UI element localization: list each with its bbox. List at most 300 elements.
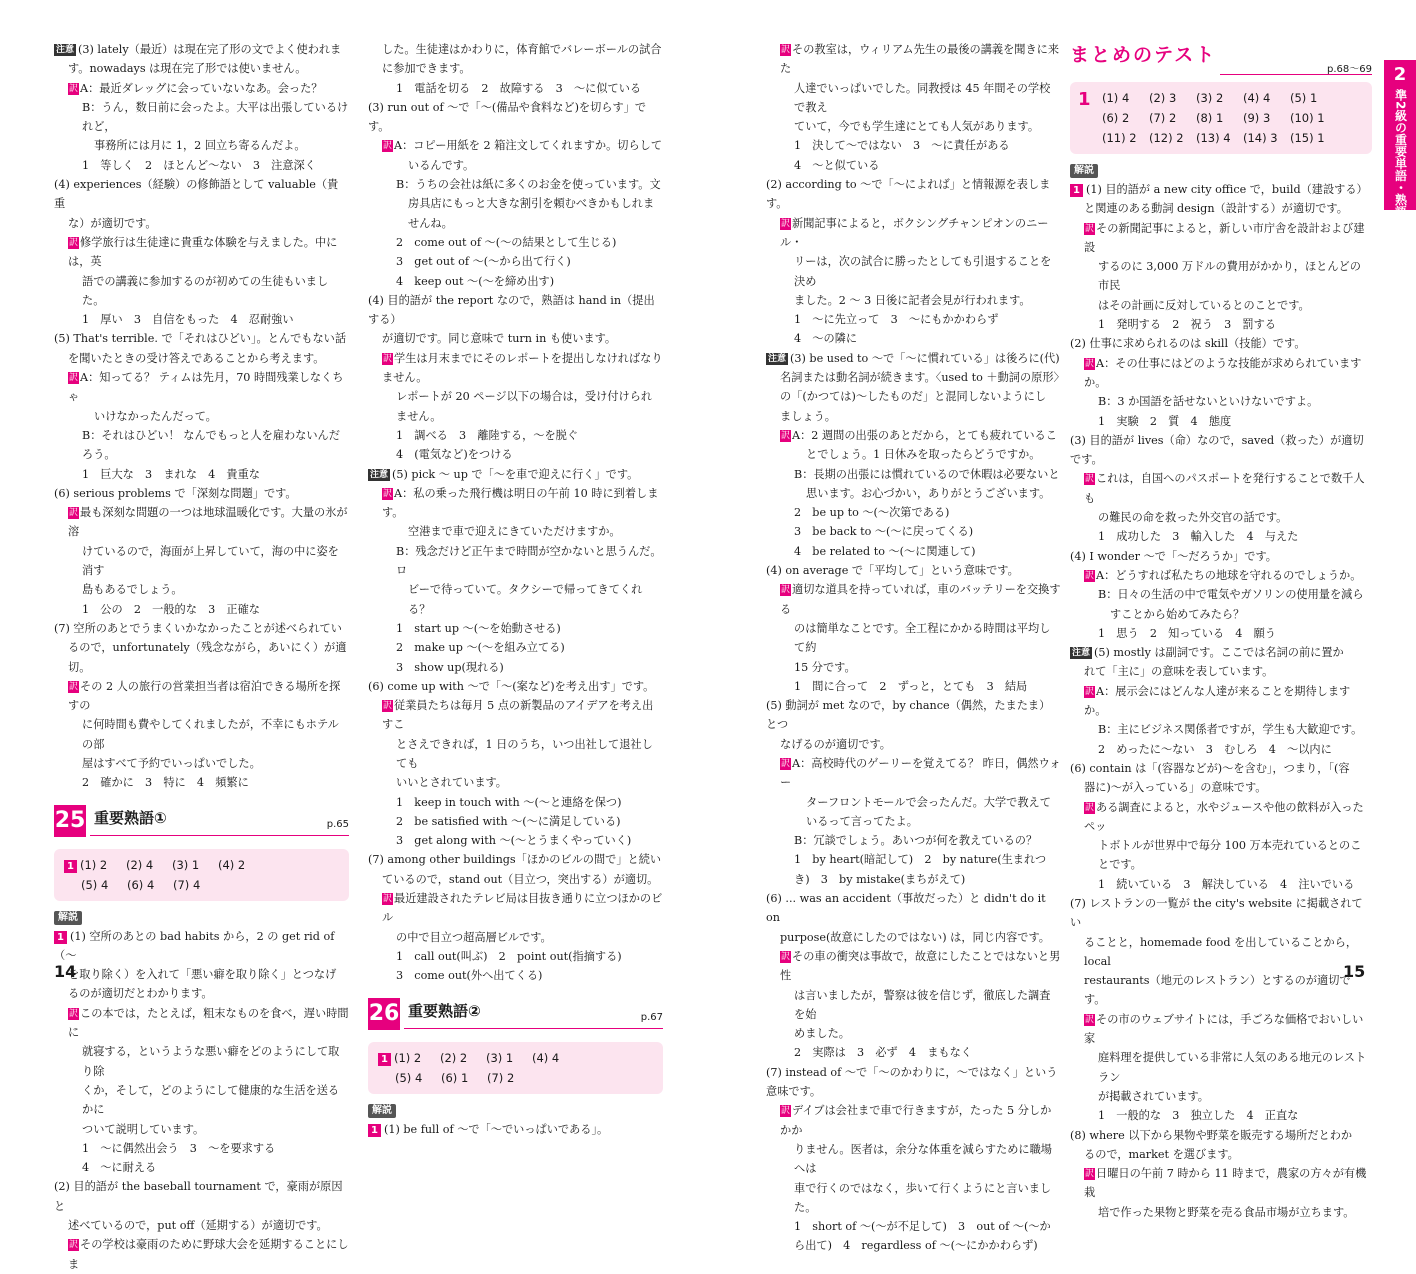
translation-badge: 訳 <box>383 701 393 712</box>
answer-row <box>64 875 339 895</box>
section-page-ref: p.65 <box>326 818 349 830</box>
line-text: (2) 仕事に求められるのは skill（技能）です。 <box>1070 337 1306 351</box>
text-line <box>368 426 663 445</box>
matome-question-number: 1 <box>1078 89 1091 110</box>
line-text: 15 分です。 <box>794 660 856 674</box>
line-text: 思います。お心づかい，ありがとうございます。 <box>806 486 1051 500</box>
line-text: (4) on average で「平均して」という意味です。 <box>766 564 1019 578</box>
matome-title: まとめのテスト <box>1070 44 1217 66</box>
line-text: (2) 目的語が the baseball tournament で，豪雨が原因と <box>54 1180 343 1213</box>
text-line <box>368 1120 663 1139</box>
line-text: A：高校時代のゲーリーを覚えてる？ 昨日，偶然ウォー <box>780 756 1061 790</box>
line-text: 1 決して～ではない 3 ～に責任がある <box>794 139 1010 153</box>
line-text: 1 思う 2 知っている 4 願う <box>1098 626 1276 640</box>
text-line <box>54 677 349 716</box>
line-text: 1 keep in touch with ～(～と連絡を保つ) <box>396 795 622 809</box>
line-text: ました。2 ～ 3 日後に記者会見が行われます。 <box>794 293 1031 307</box>
text-line <box>368 812 663 831</box>
answer-item: (3) 2 <box>1196 91 1224 105</box>
translation-badge: 訳 <box>69 1008 79 1019</box>
line-text: A：2 週間の出張のあとだから，とても疲れているこ <box>792 428 1057 442</box>
line-text: その 2 人の旅行の営業担当者は宿泊できる場所を探すの <box>68 679 341 713</box>
line-text: 1 巨大な 3 まれな 4 貴重な <box>82 467 260 481</box>
line-text: 1 ～に先立って 3 ～にもかかわらず <box>794 313 999 327</box>
text-line <box>766 793 1061 812</box>
caution-badge: 注意 <box>370 469 389 480</box>
text-line <box>766 754 1061 793</box>
line-text: に何時間も費やしてくれましたが，不幸にもホテルの部 <box>82 718 339 751</box>
section-25-header <box>54 805 349 841</box>
section-number: 25 <box>54 805 86 837</box>
text-line <box>54 503 349 542</box>
line-text: B：日々の生活の中で電気やガソリンの使用量を減ら <box>1098 588 1364 602</box>
line-text: その車の衝突は事故で，故意にしたことではないと男性 <box>780 949 1061 983</box>
text-line <box>54 580 349 599</box>
answer-item: (10) 1 <box>1290 111 1325 125</box>
line-text: (3) be used to ～で「～に慣れている」は後ろに(代) <box>790 351 1060 365</box>
answer-row <box>64 855 339 875</box>
question-number-badge: 1 <box>64 860 77 873</box>
text-line <box>368 773 663 792</box>
line-text: 新聞記事によると，ボクシングチャンピオンのニール・ <box>780 216 1049 249</box>
line-text: (4) I wonder ～で「～だろうか」です。 <box>1070 549 1277 563</box>
line-text: その教室は，ウィリアム先生の最後の講義を聞きに来た <box>780 43 1060 76</box>
line-text: デイブは会社まで車で行きますが，たった 5 分しかかか <box>780 1104 1052 1137</box>
answer-item: (1) 2 <box>393 1050 422 1065</box>
text-line <box>1070 933 1372 972</box>
answer-item: (5) 4 <box>81 877 109 892</box>
text-line <box>368 272 663 291</box>
text-line <box>54 233 349 272</box>
left-column-1 <box>54 40 349 1274</box>
translation-badge: 訳 <box>383 353 393 364</box>
answer-item: (3) 1 <box>171 857 200 872</box>
translation-badge: 訳 <box>781 218 791 229</box>
line-text: るので，unfortunately（残念ながら，あいにく）が適切。 <box>68 641 347 674</box>
question-number-badge: 1 <box>368 1124 381 1137</box>
text-line <box>766 1140 1061 1179</box>
line-text: 4 ～に耐える <box>82 1161 157 1175</box>
chapter-label: 準2級の重要単語・熟語 <box>1393 89 1408 218</box>
line-text: リーは，次の試合に勝ったとしても引退することを決め <box>794 255 1052 288</box>
line-text: 人達でいっぱいでした。同教授は 45 年間その学校で教え <box>794 81 1051 114</box>
line-text: 学生は月末までにそのレポートを提出しなければなりません。 <box>382 351 663 385</box>
line-text: のは簡単なことです。全工程にかかる時間は平均して約 <box>794 621 1051 655</box>
text-line <box>1070 1164 1372 1203</box>
line-text: (5) mostly は副詞です。ここでは名詞の前に置か <box>1094 646 1344 660</box>
text-line <box>368 889 663 928</box>
answer-row <box>1102 128 1364 148</box>
chapter-side-tab <box>1384 60 1416 218</box>
line-text: す。nowadays は現在完了形では使いません。 <box>68 62 307 76</box>
line-text: 1 call out(叫ぶ) 2 point out(指摘する) <box>396 949 622 963</box>
answer-item: (9) 3 <box>1243 111 1271 125</box>
translation-badge: 訳 <box>1085 802 1095 813</box>
chapter-number: 2 <box>1393 64 1407 85</box>
text-line <box>54 1042 349 1081</box>
right-column-1 <box>766 40 1065 1256</box>
text-line <box>368 619 663 638</box>
left-column-2 <box>368 40 663 1139</box>
line-text: が掲載されています。 <box>1098 1089 1209 1103</box>
line-text: A：知ってる？ ティムは先月，70 時間残業しなくちゃ <box>68 371 344 404</box>
question-number-badge: 1 <box>378 1053 391 1066</box>
line-text: 3 be back to ～(～に戻ってくる) <box>794 525 974 539</box>
answer-item: (6) 2 <box>1102 111 1130 125</box>
line-text: (5) pick ～ up で「～を車で迎えに行く」です。 <box>392 467 639 481</box>
text-line <box>368 214 663 233</box>
text-line <box>368 349 663 388</box>
text-line <box>54 40 349 59</box>
text-line <box>766 1101 1061 1140</box>
left-page <box>0 0 700 1271</box>
text-line <box>766 812 1061 831</box>
answer-item: (4) 4 <box>1243 91 1271 105</box>
text-line <box>1070 662 1372 681</box>
text-line <box>766 658 1061 677</box>
line-text: 名詞または動名詞が続きます。〈used to ＋動詞の原形〉 <box>780 371 1065 385</box>
translation-badge: 訳 <box>1085 570 1095 581</box>
translation-badge: 訳 <box>1085 686 1095 697</box>
line-text: 車で行くのではなく，歩いて行くようにと言いました。 <box>794 1181 1052 1214</box>
text-line <box>368 928 663 947</box>
text-line <box>1070 412 1372 431</box>
answer-item: (11) 2 <box>1102 131 1137 145</box>
line-text: A：最近ダレッグに会っていないなあ。会った？ <box>80 81 323 95</box>
text-line <box>368 870 663 889</box>
answer-row <box>1102 108 1364 128</box>
text-line <box>766 928 1061 947</box>
text-line <box>1070 257 1372 296</box>
answer-item: (7) 2 <box>1149 111 1177 125</box>
text-line <box>766 136 1061 155</box>
text-line <box>54 329 349 348</box>
text-line <box>766 580 1061 619</box>
translation-badge: 訳 <box>1085 223 1095 234</box>
line-text: 1 by heart(暗記して) 2 by nature(生まれつ <box>794 853 1047 867</box>
text-line <box>368 291 663 330</box>
answer-item: (7) 4 <box>173 877 201 892</box>
text-line <box>766 329 1061 348</box>
text-line <box>54 600 349 619</box>
answer-item: (5) 4 <box>395 1070 423 1085</box>
text-line <box>1070 566 1372 585</box>
line-text: (7) 空所のあとでうまくいかなかったことが述べられてい <box>54 621 342 635</box>
line-text: 島もあるでしょう。 <box>82 583 183 597</box>
text-line <box>1070 682 1372 721</box>
text-line <box>54 638 349 677</box>
line-text: 1 ～に偶然出会う 3 ～を要求する <box>82 1141 276 1155</box>
text-line <box>54 927 349 966</box>
text-line <box>54 175 349 214</box>
line-text: B：残念だけど正午まで時間が空かないと思うんだ。ロ <box>396 544 662 578</box>
kaisetsu-label: 解説 <box>368 1104 396 1118</box>
line-text: 空港まで車で迎えにきていただけますか。 <box>408 525 621 539</box>
section-rule <box>404 1028 663 1029</box>
line-text: B：長期の出張には慣れているので休暇は必要ないと <box>794 467 1060 481</box>
answer-box-25 <box>54 849 349 901</box>
text-line <box>1070 296 1372 315</box>
answer-item: (2) 2 <box>439 1050 468 1065</box>
translation-badge: 訳 <box>383 488 393 499</box>
line-text: はその計画に反対しているとのことです。 <box>1098 298 1310 312</box>
text-line <box>1070 1106 1372 1125</box>
text-line <box>766 1236 1061 1255</box>
line-text: B：冗談でしょう。あいつが何を教えているの？ <box>794 834 1038 848</box>
line-text: A：その仕事にはどのような技能が求められていますか。 <box>1084 356 1362 389</box>
text-line <box>54 349 349 368</box>
line-text: これは，自国へのパスポートを発行することで数千人も <box>1084 472 1365 505</box>
translation-badge: 訳 <box>781 1106 791 1117</box>
line-text: を聞いたときの受け答えであることから考えます。 <box>68 351 325 365</box>
translation-badge: 訳 <box>1085 1169 1095 1180</box>
line-text: が適切です。同じ意味で turn in も使います。 <box>382 332 617 346</box>
question-number-badge: 1 <box>1070 184 1083 197</box>
line-text: トボトルが世界中で毎分 100 万本売れているとのことです。 <box>1098 839 1362 872</box>
text-line <box>54 1139 349 1158</box>
line-text: (6) ... was an accident（事故だった）と didn't do it on <box>766 892 1046 925</box>
line-text: B：主にビジネス関係者ですが，学生も大歓迎です。 <box>1098 723 1363 737</box>
line-text: ついて説明しています。 <box>82 1122 205 1136</box>
translation-badge: 訳 <box>69 83 79 94</box>
answer-item: (1) 4 <box>1102 91 1130 105</box>
text-line <box>54 715 349 754</box>
line-text: B：それはひどい！ なんでもっと人を雇わないんだろう。 <box>82 428 340 462</box>
text-line <box>368 793 663 812</box>
answer-item: (3) 1 <box>485 1050 514 1065</box>
text-line <box>368 329 663 348</box>
text-line <box>766 291 1061 310</box>
translation-badge: 訳 <box>781 758 791 769</box>
text-line <box>766 214 1061 253</box>
line-text: くか，そして，どのようにして健康的な生活を送るかに <box>82 1083 340 1117</box>
text-line <box>766 561 1061 580</box>
line-text: 1 調べる 3 離陸する，～を脱ぐ <box>396 428 579 442</box>
text-line <box>368 233 663 252</box>
line-text: 3 come out(外へ出てくる) <box>396 969 543 983</box>
text-line <box>1070 1087 1372 1106</box>
line-text: その学校は豪雨のために野球大会を延期することにしま <box>68 1238 349 1271</box>
line-text: 2 be up to ～(～次第である) <box>794 506 950 520</box>
translation-badge: 訳 <box>781 430 791 441</box>
line-text: 1 start up ～(～を始動させる) <box>396 621 561 635</box>
text-line <box>1070 392 1372 411</box>
translation-badge: 訳 <box>69 508 79 519</box>
text-line <box>766 349 1061 368</box>
line-text: この本では，たとえば，粗末なものを食べ，遅い時間に <box>68 1006 349 1040</box>
text-line <box>54 214 349 233</box>
text-line <box>54 1235 349 1274</box>
text-line <box>368 947 663 966</box>
line-text: 1 厚い 3 自信をもった 4 忍耐強い <box>82 313 294 327</box>
text-line <box>766 426 1061 445</box>
answer-item: (8) 1 <box>1196 111 1224 125</box>
text-line <box>368 580 663 619</box>
line-text: 1 続いている 3 解決している 4 注いでいる <box>1098 877 1355 891</box>
translation-badge: 訳 <box>69 1240 79 1251</box>
line-text: (7) レストランの一覧が the city's website に掲載されてい <box>1070 896 1363 930</box>
text-line <box>766 619 1061 658</box>
right-column-2 <box>1070 44 1372 1222</box>
line-text: いけなかったんだって。 <box>94 409 217 423</box>
section-rule <box>90 835 349 836</box>
text-line <box>1070 1126 1372 1145</box>
line-text: 1 実験 2 質 4 態度 <box>1098 414 1232 428</box>
answer-row <box>1102 88 1364 108</box>
line-text: (2) according to ～で「～によれば」と情報源を表します。 <box>766 178 1051 211</box>
text-line <box>368 638 663 657</box>
line-text: 4 keep out ～(～を締め出す) <box>396 274 555 288</box>
text-line <box>1070 527 1372 546</box>
line-text: 語での講義に参加するのが初めての生徒もいました。 <box>82 274 329 307</box>
text-line <box>368 658 663 677</box>
line-text: 屋はすべて予約でいっぱいでした。 <box>82 756 261 770</box>
text-line <box>766 484 1061 503</box>
line-text: なげるのが適切です。 <box>780 737 891 751</box>
text-line <box>54 542 349 581</box>
line-text: 3 show up(現れる) <box>396 660 504 674</box>
answer-item: (1) 2 <box>79 857 108 872</box>
line-text: その市のウェブサイトには，手ごろな価格でおいしい家 <box>1084 1012 1364 1046</box>
text-line <box>1070 1145 1372 1164</box>
text-line <box>54 272 349 311</box>
line-text: とでしょう。1 日休みを取ったらどうですか。 <box>806 448 1041 462</box>
line-text: ら出て) 4 regardless of ～(～にかかわらず) <box>794 1239 1038 1253</box>
text-line <box>1070 740 1372 759</box>
line-text: (5) 動詞が met なので，by chance（偶然，たまたま）とつ <box>766 699 1051 732</box>
line-text: るので，market を選びます。 <box>1084 1147 1239 1161</box>
answer-item: (15) 1 <box>1290 131 1325 145</box>
text-line <box>368 831 663 850</box>
text-line <box>368 677 663 696</box>
line-text: 日曜日の午前 7 時から 11 時まで，農家の方々が有機栽 <box>1084 1167 1367 1200</box>
text-line <box>766 542 1061 561</box>
line-text: と関連のある動詞 design（設計する）が適切です。 <box>1084 202 1348 216</box>
text-line <box>766 696 1061 735</box>
answer-row <box>378 1048 653 1068</box>
text-line <box>1070 1203 1372 1222</box>
line-text: 4 be related to ～(～に関連して) <box>794 544 976 558</box>
line-text: の中で目立つ超高層ビルです。 <box>396 930 552 944</box>
line-text: 1 等しく 2 ほとんど～ない 3 注意深く <box>82 158 316 172</box>
line-text: は言いましたが，警察は彼を信じず，徹底した調査を始 <box>794 988 1051 1021</box>
line-text: いるんです。 <box>408 158 475 172</box>
text-line <box>368 445 663 464</box>
text-line <box>368 136 663 155</box>
line-text: (1) 目的語が a new city office で，build（建設する） <box>1085 183 1368 196</box>
line-text: ある調査によると，水やジュースや他の飲料が入ったペッ <box>1084 800 1364 833</box>
text-line <box>1070 836 1372 875</box>
text-line <box>766 947 1061 986</box>
line-text: けているので，海面が上昇していて，海の中に姿を消す <box>82 544 339 578</box>
line-text: 4 ～の隣に <box>794 332 858 346</box>
line-text: 従業員たちは毎月 5 点の新製品のアイデアを考え出すこ <box>382 699 654 732</box>
text-line <box>766 310 1061 329</box>
line-text: 最近建設されたテレビ局は目抜き通りに立つほかのビル <box>382 892 663 925</box>
line-text: 2 be satisfied with ～(～に満足している) <box>396 814 621 828</box>
kaisetsu-label: 解説 <box>1070 164 1098 178</box>
line-text: 修学旅行は生徒達に貴重な体験を与えました。中には，英 <box>68 235 338 269</box>
line-text: を取り除く）を入れて「悪い癖を取り除く」とつなげ <box>68 968 337 982</box>
line-text: な）が適切です。 <box>68 216 157 230</box>
text-line <box>54 1216 349 1235</box>
line-text: いいとされています。 <box>396 776 507 790</box>
text-line <box>368 465 663 484</box>
text-line <box>54 619 349 638</box>
line-text: B：うちの会社は紙に多くのお金を使っています。文 <box>396 178 661 192</box>
line-text: 就寝する，というような悪い癖をどのようにして取り除 <box>82 1045 340 1078</box>
text-line <box>368 194 663 213</box>
line-text: せんね。 <box>408 216 453 230</box>
text-line <box>1070 894 1372 933</box>
text-line <box>766 40 1061 79</box>
text-line <box>766 465 1061 484</box>
text-line <box>368 850 663 869</box>
line-text: 最も深刻な問題の一つは地球温暖化です。大量の氷が溶 <box>68 506 348 539</box>
line-text: すことから始めてみたら？ <box>1110 607 1245 621</box>
answer-item: (6) 4 <box>127 877 155 892</box>
text-line <box>766 986 1061 1025</box>
line-text: の難民の命を救った外交官の話です。 <box>1098 511 1288 525</box>
text-line <box>1070 1048 1372 1087</box>
text-line <box>54 156 349 175</box>
text-line <box>54 1158 349 1177</box>
text-line <box>1070 875 1372 894</box>
translation-badge: 訳 <box>1085 474 1095 485</box>
line-text: (4) 目的語が the report なので，熟語は hand in（提出する） <box>368 293 655 327</box>
line-text: A：どうすれば私たちの地球を守れるのでしょうか。 <box>1096 568 1362 582</box>
line-text: B：うん，数日前に会ったよ。大平は出張しているけれど， <box>82 100 349 134</box>
text-line <box>368 696 663 735</box>
line-text: 2 めったに～ない 3 むしろ 4 ～以内に <box>1098 742 1332 756</box>
text-line <box>368 79 663 98</box>
text-line <box>1070 199 1372 218</box>
text-line <box>368 522 663 541</box>
matome-page-ref: p.68～69 <box>1327 64 1372 75</box>
line-text: 1 成功した 3 輸入した 4 与えた <box>1098 530 1299 544</box>
text-line <box>368 175 663 194</box>
text-line <box>1070 547 1372 566</box>
text-line <box>54 136 349 155</box>
line-text: purpose(故意にしたのではない) は，同じ内容です。 <box>780 930 1050 944</box>
text-line <box>766 735 1061 754</box>
line-text: (1) 空所のあとの bad habits から，2 の get rid of（～ <box>54 929 335 962</box>
line-text: 庭料理を提供している非常に人気のある地元のレストラン <box>1098 1051 1367 1084</box>
line-text: ているので，stand out（目立つ，突出する）が適切。 <box>382 872 659 886</box>
line-text: 房具店にもっと大きな割引を頼むべきかもしれま <box>408 197 655 211</box>
line-text: レポートが 20 ページ以下の場合は，受け付けられません。 <box>396 390 653 423</box>
text-line <box>368 735 663 774</box>
line-text: (7) instead of ～で「～のかわりに，～ではなく」という意味です。 <box>766 1065 1058 1099</box>
translation-badge: 訳 <box>1085 358 1095 369</box>
answer-item: (4) 4 <box>531 1050 560 1065</box>
translation-badge: 訳 <box>383 141 393 152</box>
line-text: 1 間に合って 2 ずっと，とても 3 結局 <box>794 679 1028 693</box>
text-line <box>54 426 349 465</box>
line-text: 1 一般的な 3 独立した 4 正直な <box>1098 1109 1299 1123</box>
text-line <box>54 484 349 503</box>
text-line <box>54 984 349 1003</box>
section-number: 26 <box>368 998 400 1030</box>
text-line <box>54 965 349 984</box>
answer-item: (12) 2 <box>1149 131 1184 145</box>
text-line <box>54 1004 349 1043</box>
text-line <box>54 59 349 78</box>
text-line <box>1070 508 1372 527</box>
section-title: 重要熟語② <box>408 1001 481 1020</box>
line-text: restaurants（地元のレストラン）とするのが適切です。 <box>1084 974 1351 1007</box>
line-text: ましょう。 <box>780 409 836 423</box>
